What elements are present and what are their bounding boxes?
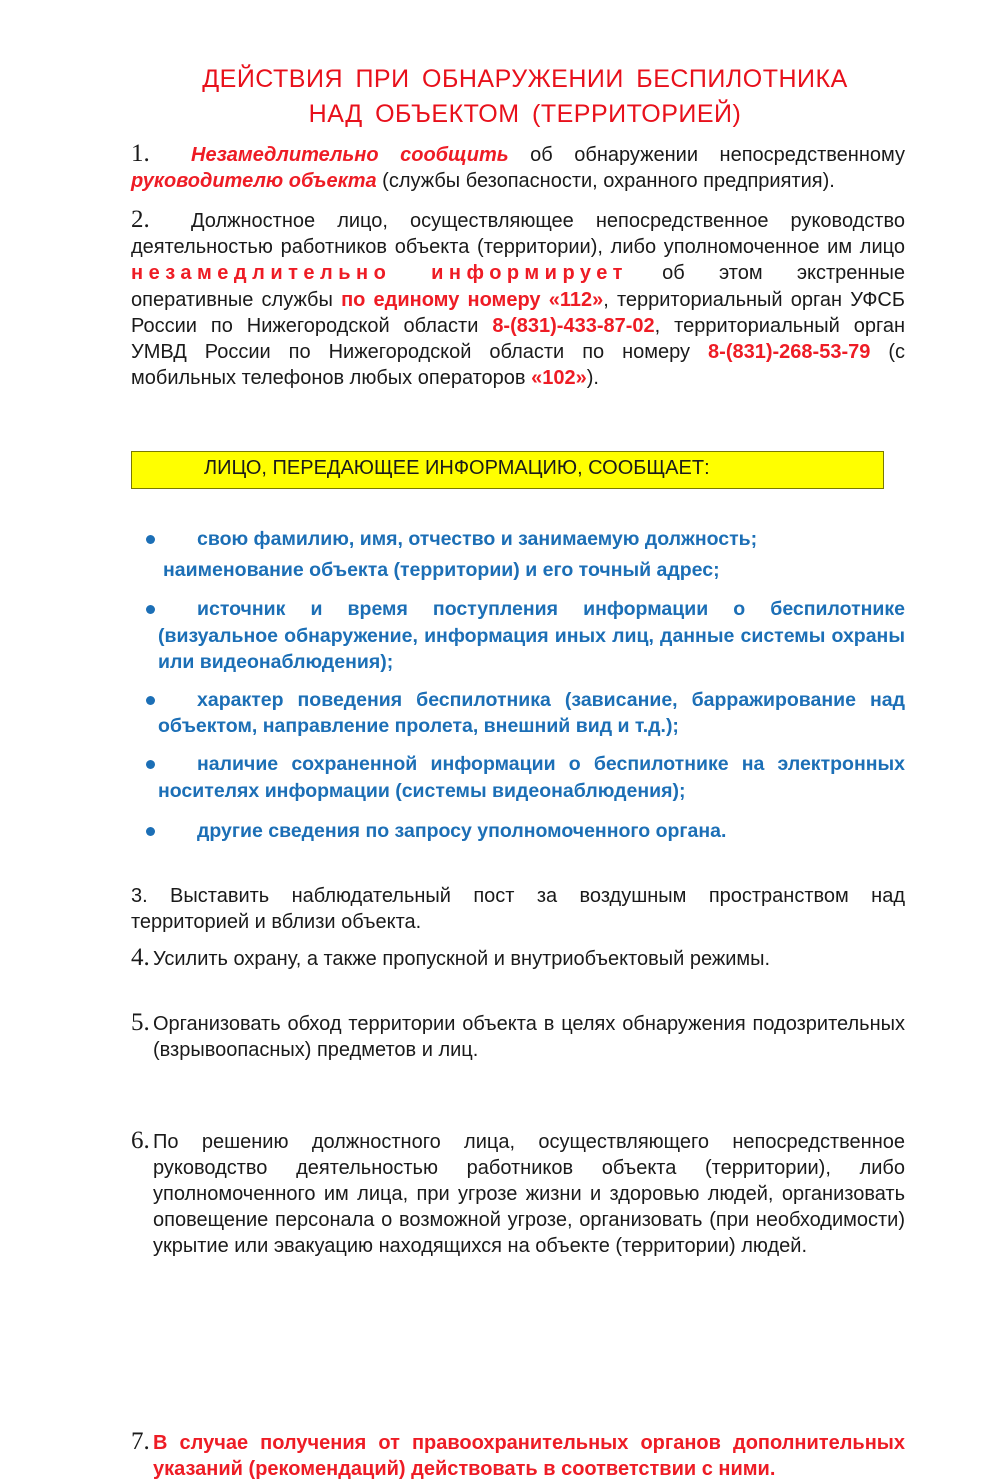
item-5-number: 5. (131, 1009, 150, 1037)
bullet-item-5-text: другие сведения по запросу уполномоченного органа. (197, 819, 727, 842)
item-3 (131, 883, 905, 935)
item-5 (131, 1011, 905, 1063)
item-4-text: Усилить охрану, а также пропускной и внутриобъектовый режимы. (153, 948, 771, 970)
item-3-text: 3. Выставить наблюдательный пост за воздушным пространством над территорией и вблизи объекта. (131, 885, 905, 934)
bullet-dot-icon (146, 535, 155, 544)
item-2-emphasis-1: незамедлительно информирует (131, 262, 628, 285)
item-1-text-1: об обнаружении непосредственному (508, 144, 905, 166)
item-6-text: По решению должностного лица, осуществляющего непосредственное руководство деятельностью работников объекта (территории), либо уполномоченного им лица, при угрозе жизни и здоровью людей, организовать оповещение персонала о возможной угрозе, организовать (при необходимости) укрытие или эвакуацию находящихся на объекте (территории) людей. (153, 1130, 905, 1258)
item-4 (131, 946, 905, 972)
bullet-item-1-subline: наименование объекта (территории) и его точный адрес; (163, 559, 720, 582)
item-7 (131, 1427, 905, 1482)
item-2-text-3: , территориальный орган УФСБ России по Нижегородской области (131, 288, 906, 337)
item-1-emphasis-2: руководителю объекта (131, 170, 377, 193)
bullet-item-1-text: свою фамилию, имя, отчество и занимаемую должность; (197, 528, 758, 550)
item-5-text: Организовать обход территории объекта в целях обнаружения подозрительных (взрывоопасных) предметов и лиц. (153, 1013, 905, 1062)
item-7-number: 7. (131, 1427, 150, 1455)
item-4-number: 4. (131, 944, 150, 971)
bullet-dot-icon (146, 605, 155, 614)
bullet-item-1 (131, 526, 905, 552)
bullet-item-4 (131, 751, 905, 803)
item-2-text-5: (с мобильных телефонов любых операторов (131, 341, 905, 390)
item-2 (131, 207, 905, 391)
bullet-item-2-text: источник и время поступления информации о беспилотнике (визуальное обнаружение, информация иных лиц, данные системы охраны или видеонаблюдения); (158, 598, 905, 673)
bullet-item-2 (131, 596, 905, 675)
item-7-text: В случае получения от правоохранительных органов дополнительных указаний (рекомендаций) действовать в соответствии с ними. (153, 1431, 905, 1480)
item-6 (131, 1126, 905, 1260)
item-2-text-1: Должностное лицо, осуществляющее непосредственное руководство деятельностью работников объекта (территории), либо уполномоченное им лицо (131, 210, 905, 259)
bullet-dot-icon (146, 760, 155, 769)
page-title (0, 62, 1000, 132)
title-line-1: ДЕЙСТВИЯ ПРИ ОБНАРУЖЕНИИ БЕСПИЛОТНИКА (202, 65, 848, 93)
info-banner-text: ЛИЦО, ПЕРЕДАЮЩЕЕ ИНФОРМАЦИЮ, СООБЩАЕТ: (204, 457, 710, 479)
bullet-item-3-text: характер поведения беспилотника (зависание, барражирование над объектом, направление пролета, внешний вид и т.д.); (158, 689, 905, 738)
bullet-item-3 (131, 687, 905, 739)
item-2-emphasis-102: «102» (531, 367, 587, 390)
info-banner (131, 451, 884, 489)
item-2-phone-mvd: 8-(831)-268-53-79 (708, 341, 871, 364)
item-1-emphasis-1: Незамедлительно сообщить (191, 144, 509, 166)
item-2-text-2: об этом экстренные оперативные службы (131, 262, 905, 311)
item-2-phone-fsb: 8-(831)-433-87-02 (492, 314, 655, 337)
item-2-number: 2. (131, 206, 150, 233)
item-1 (131, 141, 905, 194)
bullet-item-5 (131, 818, 905, 844)
item-2-emphasis-2: по единому номеру «112» (341, 288, 604, 311)
item-6-number: 6. (131, 1126, 150, 1154)
bullet-dot-icon (146, 827, 155, 836)
bullet-dot-icon (146, 696, 155, 705)
item-2-text-6: ). (586, 367, 599, 390)
item-1-number: 1. (131, 140, 150, 167)
title-line-2: НАД ОБЪЕКТОМ (ТЕРРИТОРИЕЙ) (308, 100, 742, 128)
bullet-item-4-text: наличие сохраненной информации о беспилотнике на электронных носителях информации (системы видеонаблюдения); (158, 753, 905, 802)
item-2-text-4: , территориальный орган УМВД России по Нижегородской области по номеру (131, 314, 905, 364)
item-1-text-2: (службы безопасности, охранного предприятия). (376, 170, 835, 193)
bullet-list (131, 526, 905, 844)
